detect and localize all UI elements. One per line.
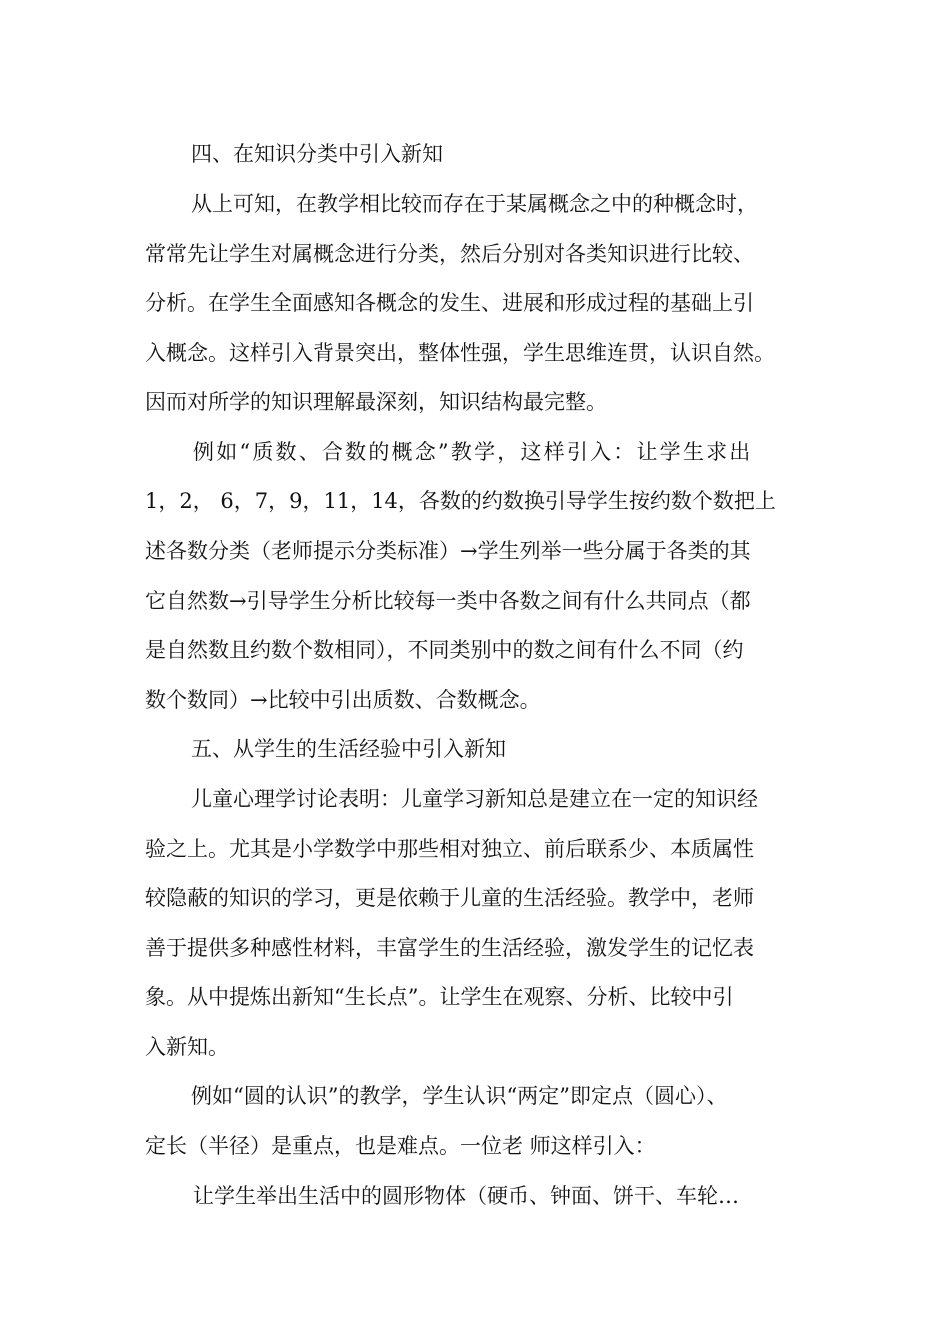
text-line: 入新知。 [145,1035,229,1059]
section-heading-5: 五、从学生的生活经验中引入新知 [191,737,506,761]
text-line: 数个数同）→比较中引出质数、合数概念。 [145,688,541,712]
text-line: 常常先让学生对属概念进行分类，然后分别对各类知识进行比较、 [145,242,754,266]
text-line: 从上可知，在教学相比较而存在于某属概念之中的种概念时， [191,192,758,216]
text-line: 它自然数→引导学生分析比较每一类中各数之间有什么共同点（都 [145,589,751,613]
text-line: 述各数分类（老师提示分类标准）→学生列举一些分属于各类的其 [145,539,751,563]
text-line: 入概念。这样引入背景突出，整体性强，学生思维连贯，认识自然。 [145,341,775,365]
text-line: 因而对所学的知识理解最深刻，知识结构最完整。 [145,390,607,414]
text-line: 例如“圆的认识”的教学，学生认识“两定”即定点（圆心）、 [191,1084,728,1108]
section-heading-4: 四、在知识分类中引入新知 [191,142,443,166]
text-line: 较隐蔽的知识的学习，更是依赖于儿童的生活经验。教学中，老师 [145,886,754,910]
text-line: 定长（半径）是重点，也是难点。一位老 师这样引入： [145,1134,656,1158]
text-line: 儿童心理学讨论表明：儿童学习新知总是建立在一定的知识经 [191,787,758,811]
text-line: 象。从中提炼出新知“生长点”。让学生在观察、分析、比较中引 [145,985,734,1009]
text-line: 例如“质数、合数的概念”教学，这样引入：让学生求出 [193,440,753,464]
text-line: 验之上。尤其是小学数学中那些相对独立、前后联系少、本质属性 [145,837,754,861]
text-line: 善于提供多种感性材料，丰富学生的生活经验，激发学生的记忆表 [145,936,754,960]
text-line: 1，2， 6，7，9，11，14，各数的约数换引导学生按约数个数把上 [145,489,776,513]
text-line: 让学生举出生活中的圆形物体（硬币、钟面、饼干、车轮… [193,1184,739,1208]
text-line: 是自然数且约数个数相同），不同类别中的数之间有什么不同（约 [145,638,744,662]
text-line: 分析。在学生全面感知各概念的发生、进展和形成过程的基础上引 [145,291,754,315]
